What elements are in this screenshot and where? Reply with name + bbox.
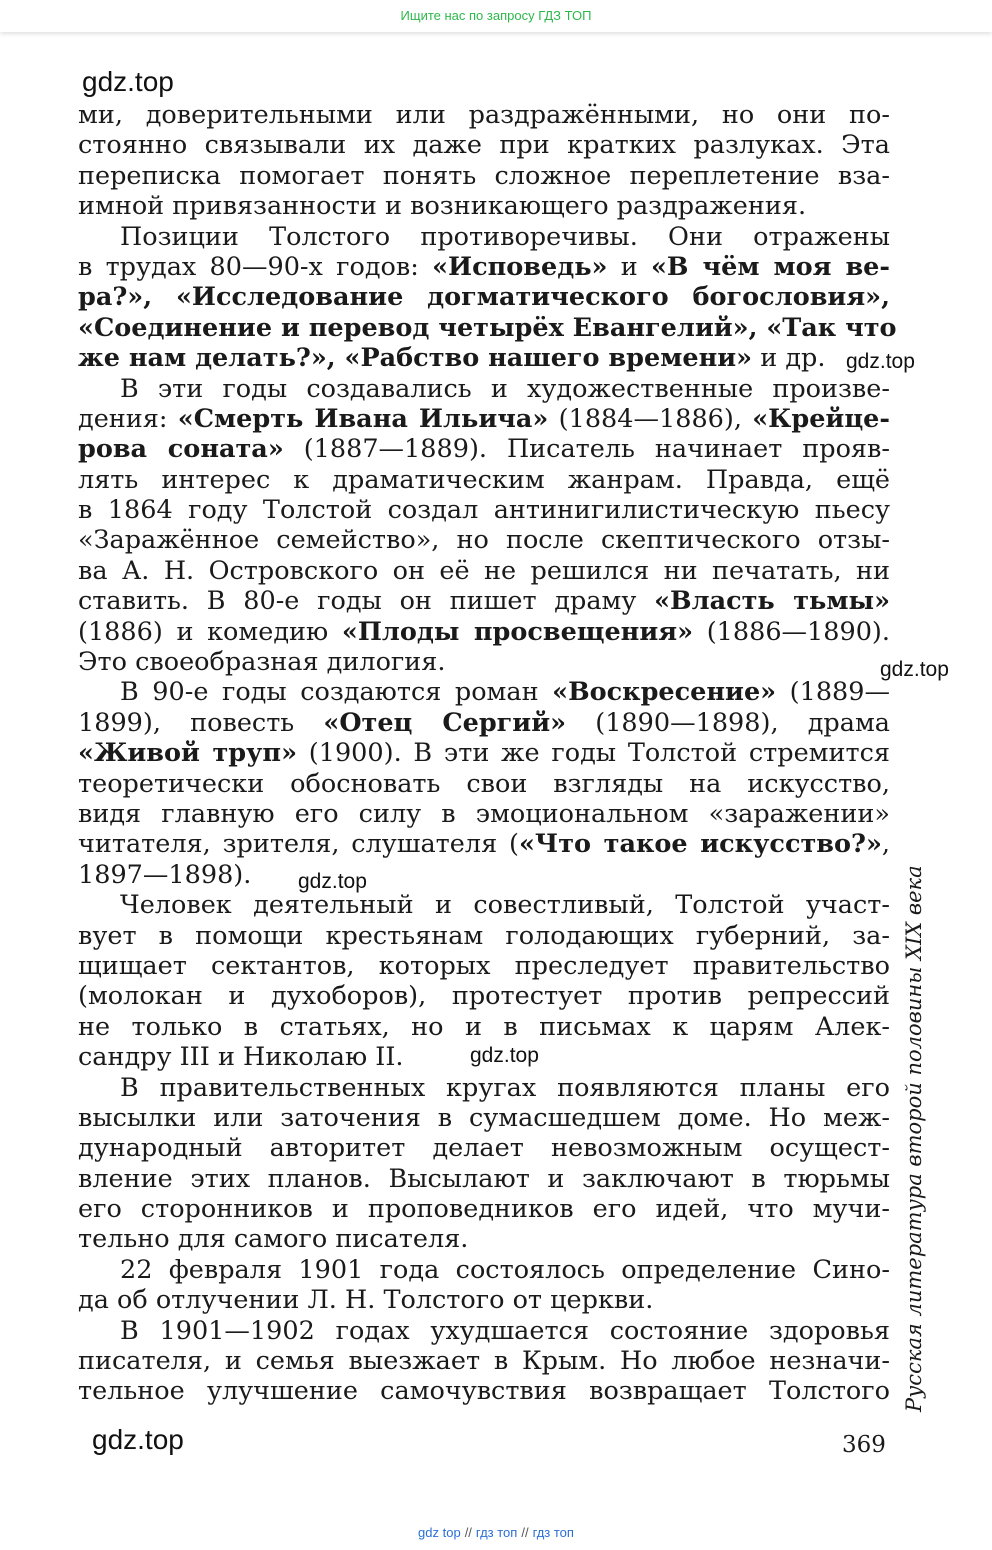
text-line: [78, 1346, 890, 1376]
bold-title: «Что такое искусство?»: [518, 829, 882, 860]
text-line: [78, 1133, 890, 1163]
text-line: [78, 343, 890, 373]
text-line: [78, 495, 890, 525]
bold-title: «Власть тьмы»: [654, 586, 891, 617]
text-line: [78, 252, 890, 282]
top-banner: [0, 0, 992, 32]
text-run: видя главную его силу в эмоциональном «заражении»: [78, 798, 890, 829]
text-run: в 1864 году Толстой создал антинигилистическую пьесу: [78, 495, 890, 526]
watermark: gdz.top: [82, 66, 174, 97]
text-line: [78, 860, 890, 890]
text-line: [78, 586, 890, 616]
text-line: [78, 921, 890, 951]
text-line: [78, 1164, 890, 1194]
text-run: (1886—1890).: [693, 616, 890, 647]
text-run: ставить. В 80-е годы он пишет драму: [78, 586, 655, 617]
text-line: [78, 282, 890, 312]
body-text: [78, 100, 897, 1407]
text-line: [78, 890, 890, 920]
text-run: сандру III и Николаю II.: [78, 1042, 404, 1073]
text-run: (1889—: [776, 677, 890, 708]
bold-title: «Живой труп»: [78, 738, 298, 769]
watermark: gdz.top: [880, 658, 949, 681]
text-run: дения:: [78, 403, 178, 434]
watermark: gdz.top: [92, 1424, 184, 1455]
text-run: стоянно связывали их даже при кратких разлуках. Эта: [78, 130, 890, 161]
bold-title: «Крейце-: [752, 403, 890, 434]
text-line: [78, 677, 890, 707]
text-run: вление этих планов. Высылают и заключают в тюрьмы: [78, 1163, 890, 1194]
bold-title: ра?», «Исследование догматического богословия»,: [78, 282, 890, 313]
bold-title: «Воскресение»: [552, 677, 777, 708]
text-run: Человек деятельный и совестливый, Толстой участ-: [120, 890, 890, 921]
watermark: gdz.top: [470, 1044, 539, 1067]
text-line: [78, 1012, 890, 1042]
text-run: (1884—1886),: [548, 403, 753, 434]
text-run: Это своеобразная дилогия.: [78, 647, 446, 678]
bold-title: «В чём моя ве-: [650, 251, 890, 282]
bold-title: «Плоды просвещения»: [341, 616, 694, 647]
text-line: [78, 1376, 890, 1406]
text-run: теоретически обосновать свои взгляды на искусство,: [78, 768, 890, 799]
text-run: «Заражённое семейство», но после скептического отзы-: [78, 525, 890, 556]
text-line: [78, 799, 890, 829]
text-line: [78, 1103, 890, 1133]
text-run: (1887—1889). Писатель начинает прояв-: [283, 434, 890, 465]
watermark: gdz.top: [298, 870, 367, 893]
text-run: ва А. Н. Островского он её не решился ни печатать, ни: [78, 555, 890, 586]
text-run: 22 февраля 1901 года состоялось определение Сино-: [120, 1254, 890, 1285]
text-run: В правительственных кругах появляются планы его: [120, 1072, 890, 1103]
bold-title: же нам делать?», «Рабство нашего времени»: [78, 343, 753, 374]
text-line: [78, 738, 890, 768]
text-run: в трудах 80—90-х годов:: [78, 251, 433, 282]
text-line: [78, 1194, 890, 1224]
top-banner-link[interactable]: Ищите нас по запросу ГДЗ ТОП: [400, 8, 592, 23]
text-run: вует в помощи крестьянам голодающих губерний, за-: [78, 920, 890, 951]
text-run: В эти годы создавались и художественные произве-: [120, 373, 890, 404]
text-run: В 1901—1902 годах ухудшается состояние здоровья: [120, 1315, 890, 1346]
text-line: [78, 100, 890, 130]
text-run: ,: [881, 829, 890, 860]
footer-separator: //: [521, 1525, 529, 1540]
text-line: [78, 1224, 890, 1254]
text-line: [78, 769, 890, 799]
text-line: [78, 556, 890, 586]
text-run: тельно для самого писателя.: [78, 1224, 469, 1255]
text-run: имной привязанности и возникающего раздражения.: [78, 191, 807, 222]
text-run: и: [607, 251, 651, 282]
text-line: [78, 1255, 890, 1285]
footer-link[interactable]: gdz top: [418, 1525, 461, 1540]
text-run: щищает сектантов, которых преследует правительство: [78, 950, 890, 981]
text-run: не только в статьях, но и в письмах к царям Алек-: [78, 1011, 890, 1042]
footer: [0, 1516, 992, 1550]
text-line: [78, 465, 890, 495]
text-line: [78, 981, 890, 1011]
text-line: [78, 312, 897, 343]
text-run: его сторонников и проповедников его идей, что мучи-: [78, 1194, 890, 1225]
text-run: и др.: [752, 343, 826, 374]
text-line: [78, 1316, 890, 1346]
footer-separator: //: [464, 1525, 472, 1540]
text-line: [78, 374, 890, 404]
watermark: gdz.top: [846, 350, 915, 373]
text-run: (1886) и комедию: [78, 616, 342, 647]
text-line: [78, 829, 890, 859]
bold-title: «Исповедь»: [432, 251, 608, 282]
side-caption: Русская литература второй половины XIX века: [902, 865, 926, 1412]
page-number: 369: [842, 1432, 886, 1458]
text-line: [78, 617, 890, 647]
text-run: 1899), повесть: [78, 707, 324, 738]
textbook-page: [0, 36, 992, 1516]
text-line: [78, 525, 890, 555]
text-run: писателя, и семья выезжает в Крым. Но любое незначи-: [78, 1346, 890, 1377]
text-run: высылки или заточения в сумасшедшем доме. Но меж-: [78, 1102, 890, 1133]
text-run: лять интерес к драматическим жанрам. Правда, ещё: [78, 464, 890, 495]
text-run: дународный авторитет делает невозможным осущест-: [78, 1133, 890, 1164]
text-line: [78, 647, 890, 677]
text-line: [78, 404, 890, 434]
text-run: тельное улучшение самочувствия возвращает Толстого: [78, 1376, 890, 1407]
text-run: ми, доверительными или раздражёнными, но они по-: [78, 100, 890, 130]
text-run: (1900). В эти же годы Толстой стремится: [297, 738, 890, 769]
text-line: [78, 434, 890, 464]
bold-title: рова соната»: [78, 434, 284, 465]
text-run: В 90-е годы создаются роман: [120, 677, 553, 708]
text-run: (молокан и духоборов), протестует против репрессий: [78, 981, 890, 1012]
text-line: [78, 1073, 890, 1103]
footer-link[interactable]: гдз топ: [532, 1525, 574, 1540]
bold-title: «Отец Сергий»: [323, 707, 567, 738]
text-line: [78, 951, 890, 981]
text-line: [78, 130, 890, 160]
text-line: [78, 161, 890, 191]
bold-title: «Соединение и перевод четырёх Евангелий», «Так что: [78, 312, 897, 343]
text-line: [78, 1042, 890, 1072]
text-run: 1897—1898).: [78, 859, 252, 890]
text-run: переписка помогает понять сложное переплетение вза-: [78, 160, 890, 191]
text-line: [78, 191, 890, 221]
footer-link[interactable]: гдз топ: [475, 1525, 518, 1540]
text-run: читателя, зрителя, слушателя (: [78, 829, 519, 860]
text-line: [78, 708, 890, 738]
text-line: [78, 1285, 890, 1315]
text-run: (1890—1898), драма: [566, 707, 890, 738]
bold-title: «Смерть Ивана Ильича»: [177, 403, 549, 434]
text-line: [78, 222, 890, 252]
text-run: Позиции Толстого противоречивы. Они отражены: [120, 221, 890, 252]
text-run: да об отлучении Л. Н. Толстого от церкви.: [78, 1285, 654, 1316]
